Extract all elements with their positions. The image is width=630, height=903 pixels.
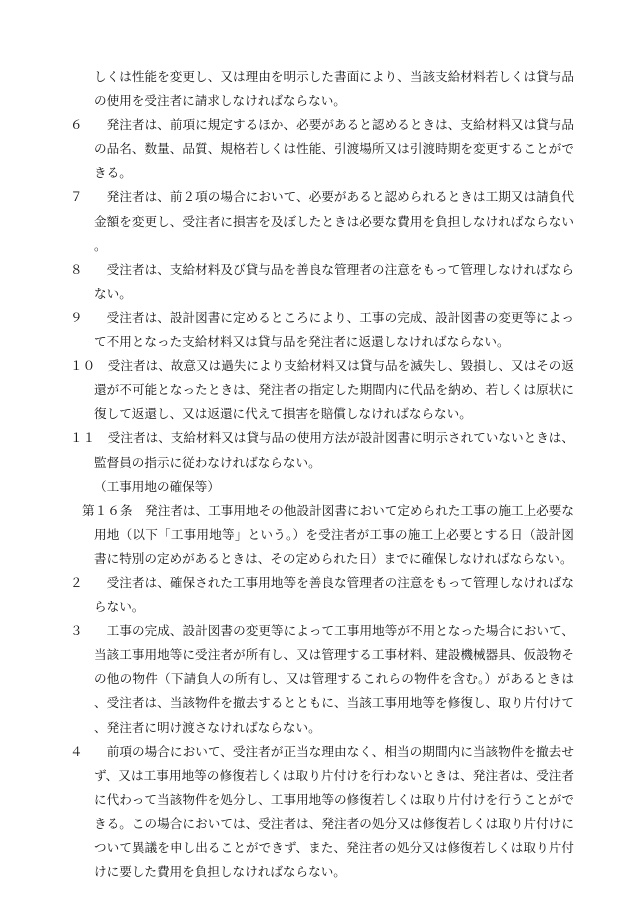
paragraph-9: [70, 306, 574, 354]
paragraph-text: 受注者は、設計図書に定めるところにより、工事の完成、設計図書の変更等によって不用となった支給材料又は貸与品を発注者に返還しなければならない。: [94, 309, 574, 350]
paragraph-10: [70, 354, 575, 426]
article-16: [82, 499, 574, 571]
article-text: 発注者は、工事用地その他設計図書において定められた工事の施工上必要な用地（以下「工事用地等」という。）を受注者が工事の施工上必要とする日（設計図書に特別の定めがあるときは、その定められた日）までに確保しなければならない。: [94, 502, 575, 566]
continued-paragraph: しくは性能を変更し、又は理由を明示した書面により、当該支給材料若しくは貸与品の使用を受注者に請求しなければならない。: [94, 69, 574, 109]
paragraph-11: [70, 426, 574, 474]
paragraph-number: １１: [70, 430, 96, 446]
paragraph-text: 受注者は、支給材料又は貸与品の使用方法が設計図書に明示されていないときは、監督員の指示に従わなければならない。: [94, 430, 574, 470]
paragraph-number: ２: [70, 574, 83, 590]
paragraph-number: ７: [70, 189, 83, 205]
paragraph-number: ９: [70, 309, 83, 325]
paragraph-7: [70, 185, 574, 257]
article-16-paragraph-4: [70, 740, 574, 885]
section-heading: （工事用地の確保等）: [94, 478, 220, 494]
paragraph-text: 受注者は、支給材料及び貸与品を善良な管理者の注意をもって管理しなければならない。: [94, 261, 574, 301]
paragraph-8: [70, 258, 574, 306]
paragraph-text: 工事の完成、設計図書の変更等によって工事用地等が不用となった場合において、当該工事用地等に受注者が所有し、又は管理する工事材料、建設機械器具、仮設物その他の物件（下請負人の所有し、又は管理するこれらの物件を含む。）があるときは、受注者は、当該物件を撤去するとともに、当該工事用地等を修復し、取り片付けて、発注者に明け渡さなければならない。: [94, 623, 574, 735]
paragraph-text: 受注者は、故意又は過失により支給材料又は貸与品を滅失し、毀損し、又はその返還が不可能となったときは、発注者の指定した期間内に代品を納め、若しくは原状に復して返還し、又は返還に代えて損害を賠償しなければならない。: [94, 358, 575, 422]
paragraph-text: 発注者は、前項に規定するほか、必要があると認めるときは、支給材料又は貸与品の品名、数量、品質、規格若しくは性能、引渡場所又は引渡時期を変更することができる。: [94, 117, 574, 181]
paragraph-number: ３: [70, 623, 83, 639]
document-body: [70, 65, 575, 884]
article-16-paragraph-2: [70, 571, 574, 619]
paragraph-text: 前項の場合において、受注者が正当な理由なく、相当の期間内に当該物件を撤去せず、又は工事用地等の修復若しくは取り片付けを行わないときは、発注者は、受注者に代わって当該物件を処分し、工事用地等の修復若しくは取り片付けを行うことができる。この場合においては、受注者は、発注者の処分又は修復若しくは取り片付けについて異議を申し出ることができず、また、発注者の処分又は修復若しくは取り片付けに要した費用を負担しなければならない。: [94, 743, 574, 880]
paragraph-6: [70, 113, 574, 185]
article-16-paragraph-3: [70, 619, 574, 739]
paragraph-text: 受注者は、確保された工事用地等を善良な管理者の注意をもって管理しなければならない。: [94, 574, 574, 615]
paragraph-number: １０: [70, 358, 96, 374]
paragraph-number: ８: [70, 261, 83, 277]
paragraph-number: ６: [70, 117, 83, 133]
paragraph-text: 発注者は、前２項の場合において、必要があると認められるときは工期又は請負代金額を変更し、受注者に損害を及ぼしたときは必要な費用を負担しなければならない。: [94, 189, 574, 253]
paragraph-number: ４: [70, 743, 83, 759]
article-number: 第１６条: [82, 502, 133, 518]
